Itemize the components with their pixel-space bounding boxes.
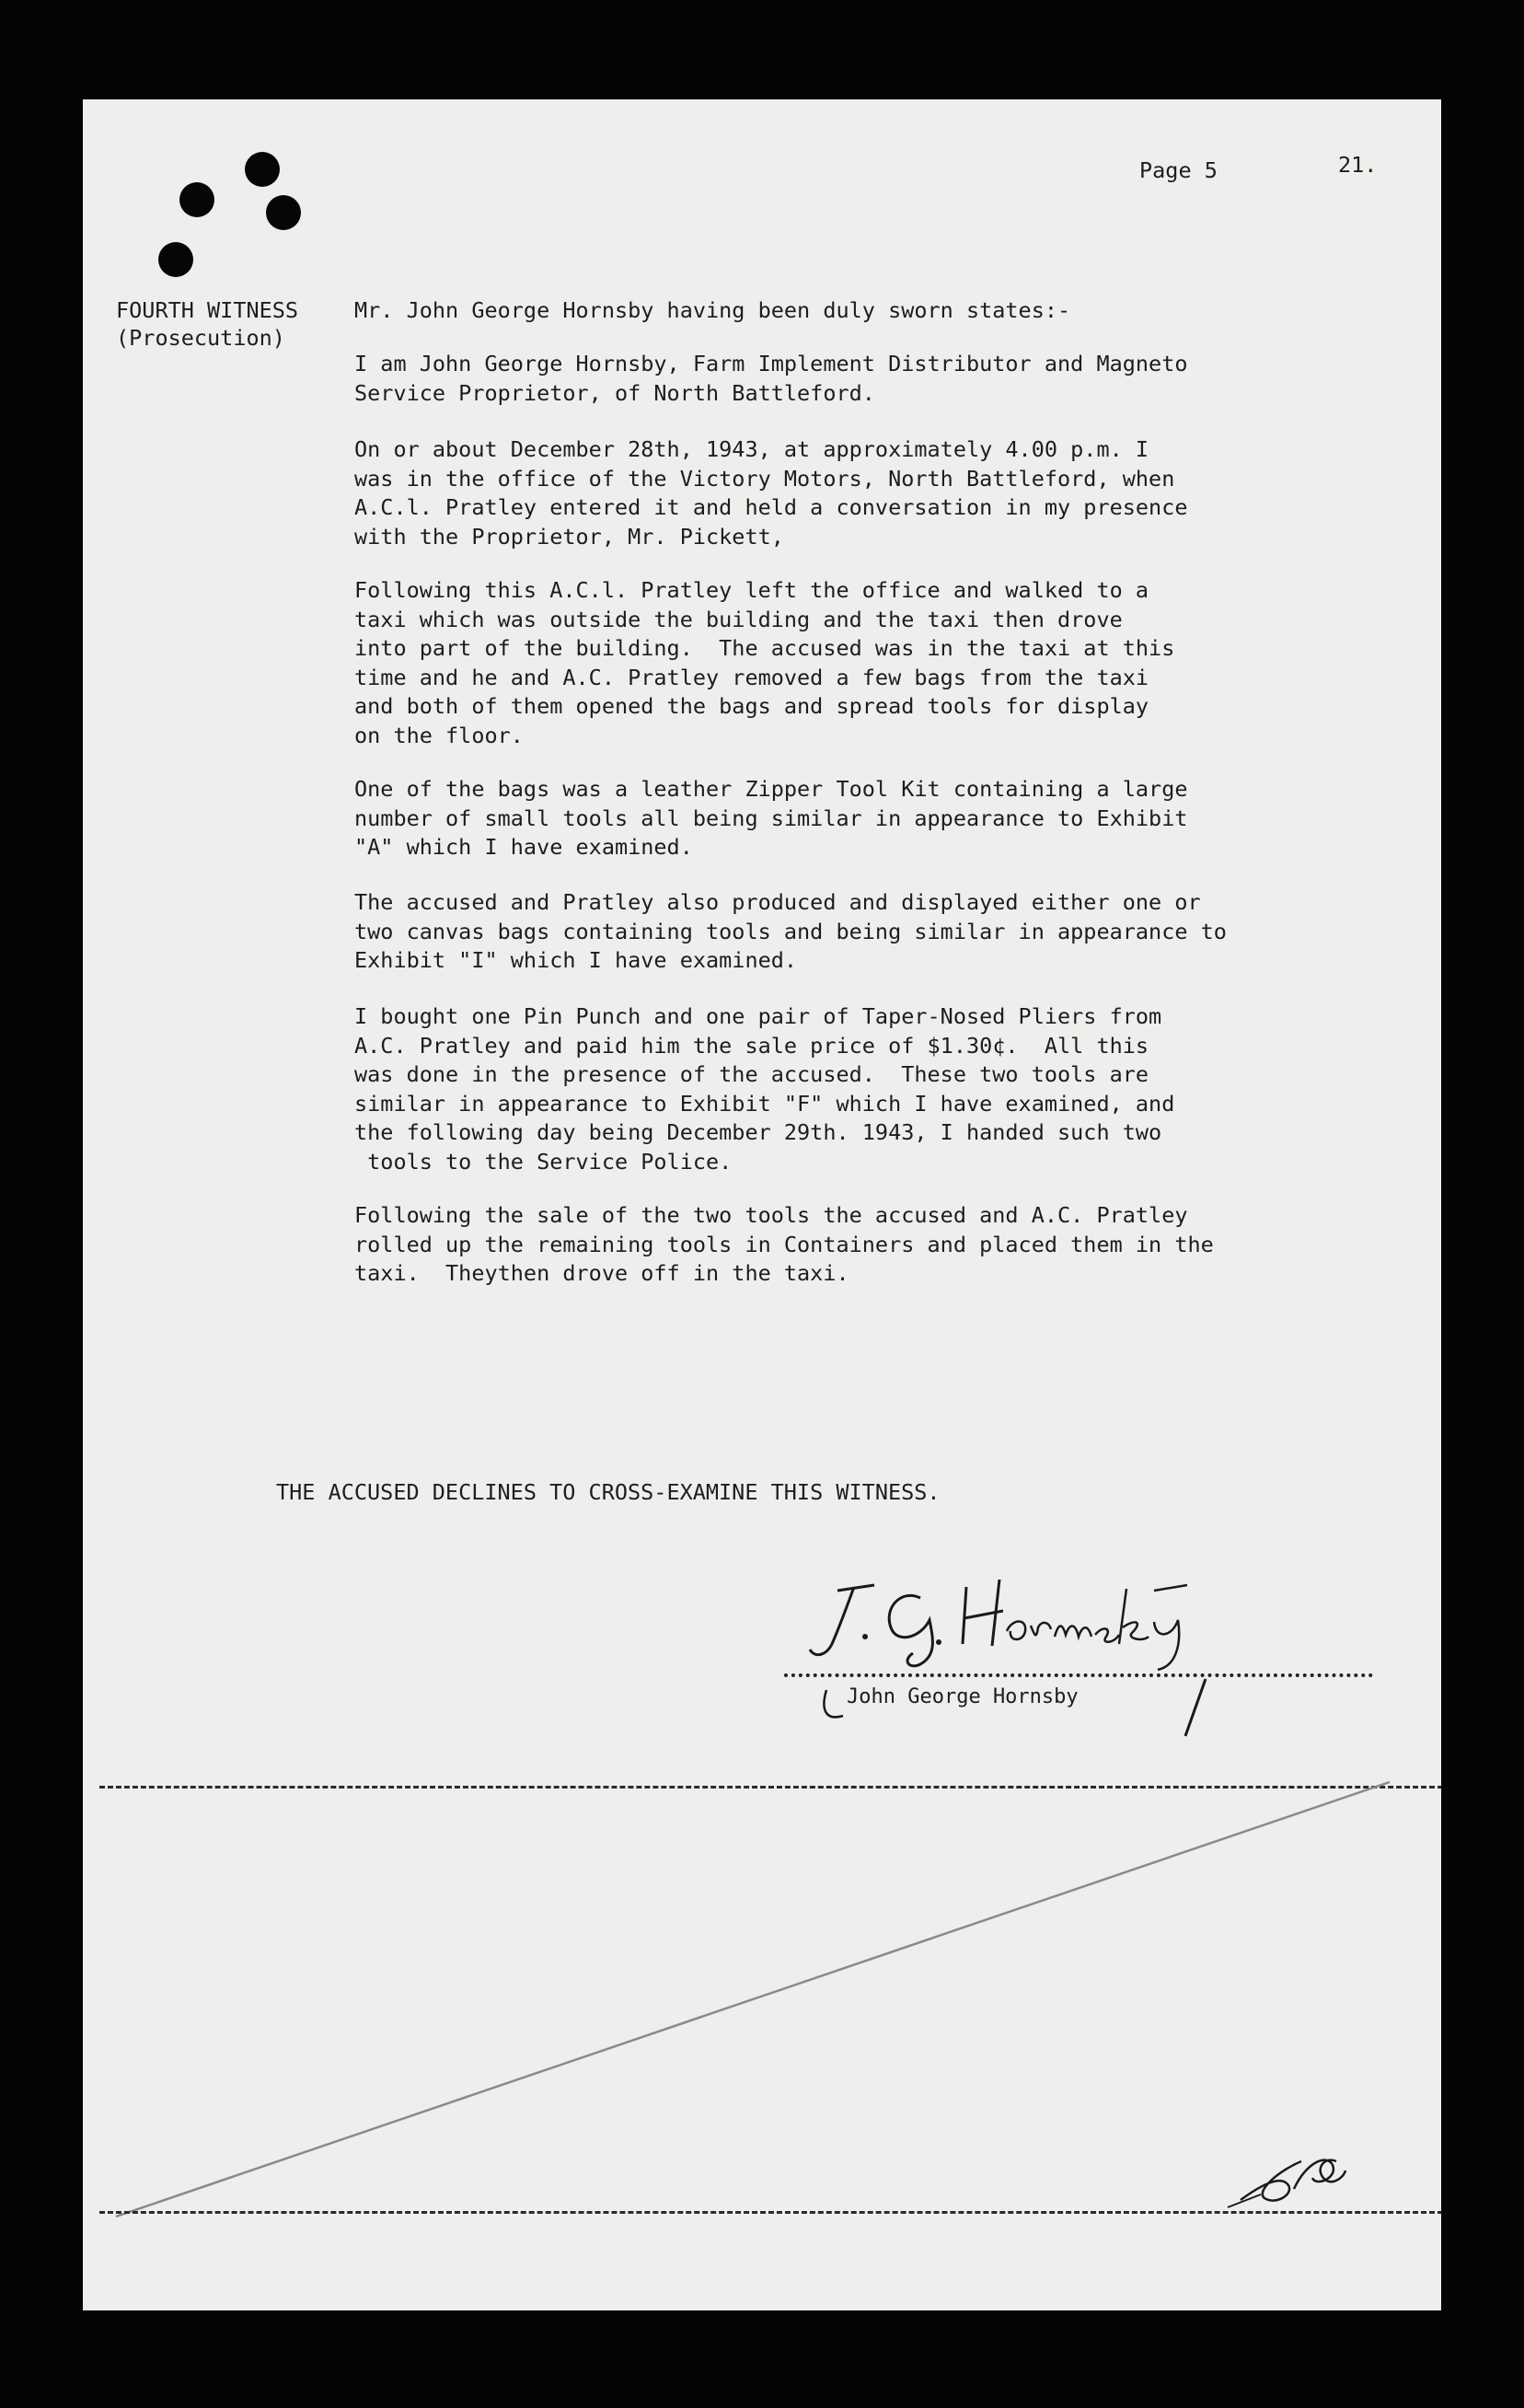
text-line: taxi which was outside the building and the taxi then drove (354, 606, 1123, 632)
page-label: Page 5 (1139, 157, 1218, 183)
text-line: similar in appearance to Exhibit "F" which I have examined, and (354, 1090, 1175, 1117)
text-line: Exhibit "I" which I have examined. (354, 947, 798, 973)
witness-label: FOURTH WITNESS (116, 297, 299, 323)
text-line: was in the office of the Victory Motors, North Battleford, when (354, 465, 1175, 492)
text-line: A.C.l. Pratley entered it and held a conversation in my presence (354, 494, 1188, 520)
text-line: tools to the Service Police. (354, 1148, 733, 1175)
text-line: on the floor. (354, 722, 524, 748)
text-line: number of small tools all being similar in appearance to Exhibit (354, 805, 1188, 831)
initials-scribble (1224, 2134, 1371, 2217)
text-line: On or about December 28th, 1943, at approximately 4.00 p.m. I (354, 436, 1149, 462)
text-line: rolled up the remaining tools in Containers and placed them in the (354, 1231, 1214, 1257)
text-line: A.C. Pratley and paid him the sale price of $1.30¢. All this (354, 1032, 1149, 1059)
document-page (83, 99, 1441, 2310)
text-line: Following the sale of the two tools the accused and A.C. Pratley (354, 1202, 1188, 1228)
text-line: I am John George Hornsby, Farm Implement Distributor and Magneto (354, 351, 1188, 376)
text-line: The accused and Pratley also produced and displayed either one or (354, 889, 1201, 915)
printed-signature-name: John George Hornsby (847, 1685, 1079, 1708)
text-line: "A" which I have examined. (354, 834, 693, 860)
witness-side: (Prosecution) (116, 325, 285, 351)
text-line: and both of them opened the bags and spread tools for display (354, 693, 1149, 719)
diagonal-cancel-line (83, 99, 1441, 2310)
sworn-intro: Mr. John George Hornsby having been duly sworn states:- (354, 297, 1071, 323)
text-line: the following day being December 29th. 1943, I handed such two (354, 1119, 1162, 1145)
text-line: One of the bags was a leather Zipper Tool Kit containing a large (354, 776, 1188, 802)
text-line: taxi. Theythen drove off in the taxi. (354, 1260, 849, 1286)
declines-statement: THE ACCUSED DECLINES TO CROSS-EXAMINE THIS WITNESS. (276, 1479, 941, 1505)
folio-number: 21. (1338, 152, 1378, 178)
text-line: Following this A.C.l. Pratley left the office and walked to a (354, 577, 1149, 603)
text-line: time and he and A.C. Pratley removed a few bags from the taxi (354, 664, 1149, 690)
text-line: Service Proprietor, of North Battleford. (354, 379, 875, 406)
text-line: with the Proprietor, Mr. Pickett, (354, 523, 784, 550)
text-line: into part of the building. The accused was in the taxi at this (354, 635, 1175, 661)
text-line: I bought one Pin Punch and one pair of Taper-Nosed Pliers from (354, 1003, 1162, 1029)
text-line: two canvas bags containing tools and being similar in appearance to (354, 918, 1227, 944)
text-line: was done in the presence of the accused. These two tools are (354, 1061, 1149, 1087)
